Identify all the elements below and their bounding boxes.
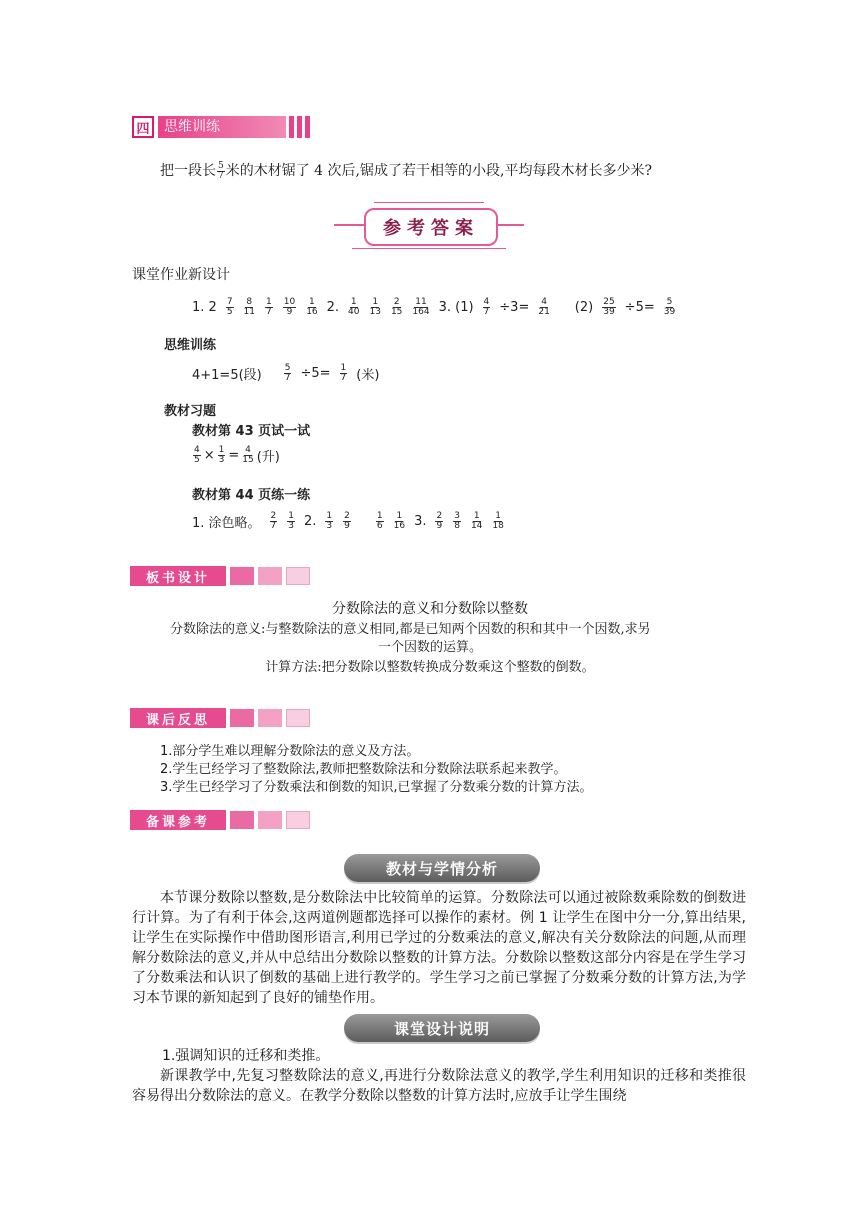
board-design-tag: 板书设计 xyxy=(130,566,226,586)
reflection-tag: 课后反思 xyxy=(130,708,226,728)
question-text-post: 米的木材锯了 4 次后,锯成了若干相等的小段,平均每段木材长多少米? xyxy=(225,163,652,179)
homework-answers-line1: 1. 2 $\frac{7}{5}$ $\frac{8}{11}$ $\frac{1}{7}$ $\frac{10}{9}$ $\frac{1}{16}$ 2. $\frac{1}{40}$ $\frac{1}{13}$ $\frac{2}{15}$ $\frac{11}{164}$ 3. (1) $\frac{4}{7}$ ÷3= $\frac{4}{21}$ (2) $\frac{25}{39}$ ÷5= $\frac{5}{39}$ xyxy=(192,297,676,317)
board-design-header xyxy=(130,566,310,586)
reflection-item-2: 2.学生已经学习了整数除法,教师把整数除法和分数除法联系起来教学。 xyxy=(160,762,567,777)
design-title: 课堂设计说明 xyxy=(344,1014,540,1042)
design-item-1: 1.强调知识的迁移和类推。 xyxy=(162,1048,330,1064)
reflection-item-3: 3.学生已经学习了分数乘法和倒数的知识,已掌握了分数乘分数的计算方法。 xyxy=(160,780,593,795)
analysis-title: 教材与学情分析 xyxy=(344,854,540,882)
page43-title: 教材第 43 页试一试 xyxy=(192,424,311,439)
answer-banner-title: 参考答案 xyxy=(364,208,498,246)
board-title: 分数除法的意义和分数除以整数 xyxy=(332,601,528,617)
reflection-header xyxy=(130,708,310,728)
header-stripes xyxy=(289,116,310,138)
thinking-question xyxy=(160,160,652,181)
board-line3: 计算方法:把分数除以整数转换成分数乘这个整数的倒数。 xyxy=(265,660,595,675)
board-line2: 一个因数的运算。 xyxy=(377,640,482,655)
page44-title: 教材第 44 页练一练 xyxy=(192,488,311,503)
design-paragraph: 新课教学中,先复习整数除法的意义,再进行分数除法意义的教学,学生利用知识的迁移和类推很容易得出分数除法的意义。在教学分数除以整数的计算方法时,应放手让学生围绕 xyxy=(132,1068,746,1104)
section-header-thinking xyxy=(132,116,310,138)
question-text-pre: 把一段长 xyxy=(160,163,216,179)
analysis-paragraph: 本节课分数除以整数,是分数除法中比较简单的运算。分数除法可以通过被除数乘除数的倒数进行计算。为了有利于体会,这两道例题都选择可以操作的素材。例 1 让学生在图中分一分,算出结果,让学生在实际操作中借助图形语言,利用已学过的分数乘法的意义,解决有关分数除法的问题,从而理解分数除法的意义,并从中总结出分数除以整数的计算方法。分数除以整数这部分内容是在学生学习了分数乘法和认识了倒数的基础上进行教学的。学生学习之前已掌握了分数乘分数的计算方法,为学习本节课的新知起到了良好的铺垫作用。 xyxy=(132,890,746,1006)
page44-answer: 1. 涂色略。 $\frac{2}{7}$ $\frac{1}{3}$ 2. $\frac{1}{3}$ $\frac{2}{9}$ $\frac{1}{6}$ $\frac{1}{16}$ 3. $\frac{2}{9}$ $\frac{3}{8}$ $\frac{1}{14}$ $\frac{1}{18}$ xyxy=(192,511,504,531)
board-line1: 分数除法的意义:与整数除法的意义相同,都是已知两个因数的积和其中一个因数,求另 xyxy=(170,622,651,637)
prep-header xyxy=(130,810,310,830)
thinking-answer: 4+1=5(段) $\frac{5}{7}$ ÷5= $\frac{1}{7}$ (米) xyxy=(192,363,380,383)
question-fraction: $\frac{5}{7}$ xyxy=(218,160,224,181)
section-number: 四 xyxy=(132,116,154,138)
thinking-answer-title: 思维训练 xyxy=(164,338,217,353)
answer-banner xyxy=(334,198,524,258)
page43-answer: $\frac{4}{5}$ × $\frac{1}{3}$ = $\frac{4}{15}$ (升) xyxy=(194,445,280,465)
section-title: 思维训练 xyxy=(158,116,286,138)
textbook-exercises-title: 教材习题 xyxy=(164,404,217,419)
reflection-item-1: 1.部分学生难以理解分数除法的意义及方法。 xyxy=(160,744,420,759)
homework-title: 课堂作业新设计 xyxy=(132,267,230,283)
prep-tag: 备课参考 xyxy=(130,810,226,830)
